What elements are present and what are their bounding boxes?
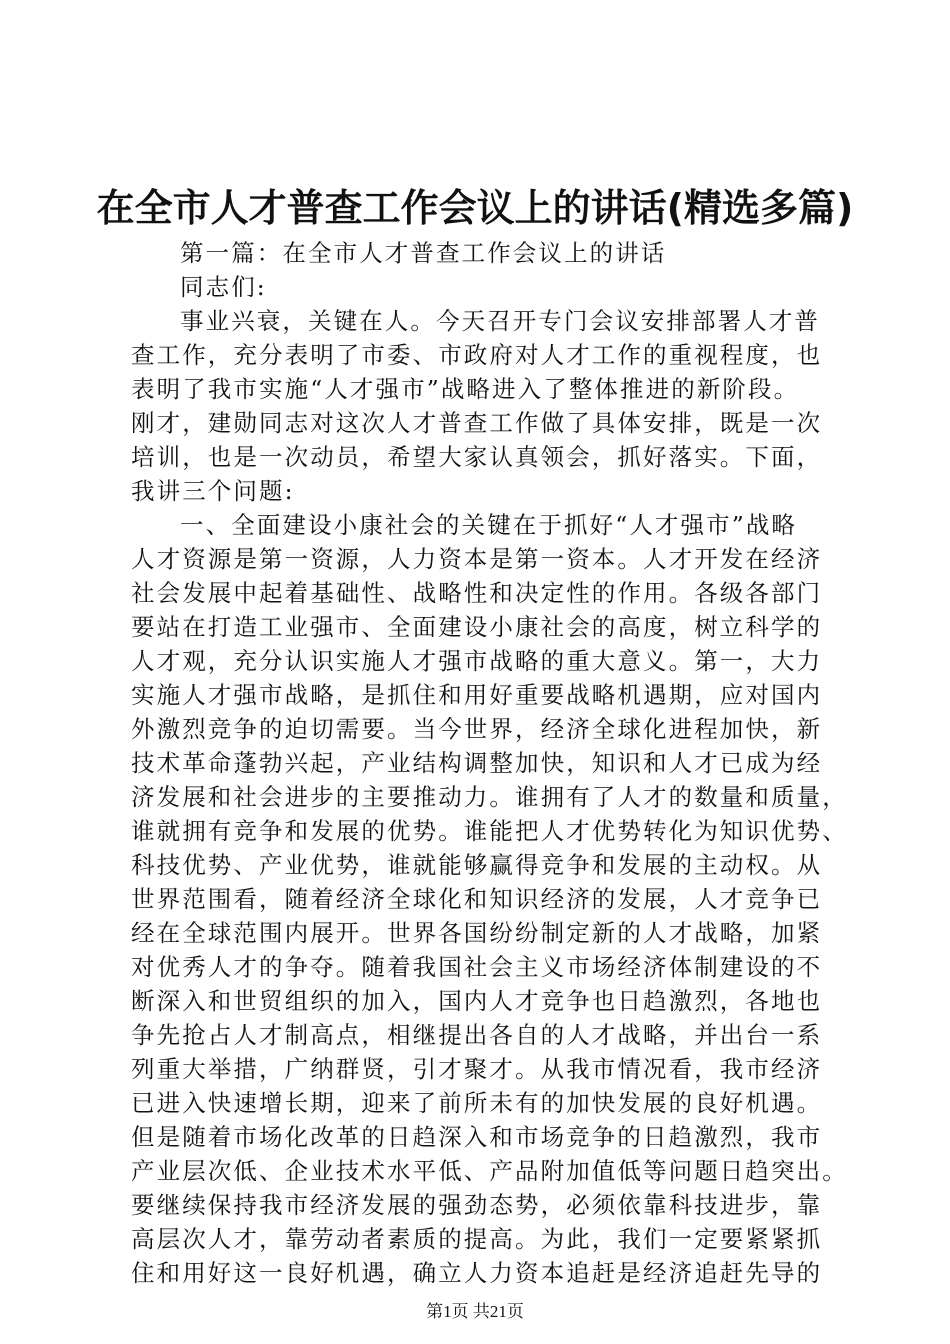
body-line: 产业层次低、企业技术水平低、产品附加值低等问题日趋突出。: [131, 1157, 848, 1185]
body-line: 世界范围看，随着经济全球化和知识经济的发展，人才竞争已: [131, 885, 823, 913]
body-line: 技术革命蓬勃兴起，产业结构调整加快，知识和人才已成为经: [131, 749, 823, 777]
body-line: 事业兴衰，关键在人。今天召开专门会议安排部署人才普: [180, 307, 820, 335]
body-line: 高层次人才，靠劳动者素质的提高。为此，我们一定要紧紧抓: [131, 1225, 823, 1253]
body-line: 住和用好这一良好机遇，确立人力资本追赶是经济追赶先导的: [131, 1259, 823, 1287]
page-footer: 第1页 共21页: [426, 1302, 524, 1321]
body-line: 列重大举措，广纳群贤，引才聚才。从我市情况看，我市经济: [131, 1055, 823, 1083]
body-line: 要站在打造工业强市、全面建设小康社会的高度，树立科学的: [131, 613, 823, 641]
body-line: 断深入和世贸组织的加入，国内人才竞争也日趋激烈，各地也: [131, 987, 823, 1015]
body-line: 争先抢占人才制高点，相继提出各自的人才战略，并出台一系: [131, 1021, 823, 1049]
body-line: 人才观，充分认识实施人才强市战略的重大意义。第一，大力: [131, 647, 823, 675]
body-line: 对优秀人才的争夺。随着我国社会主义市场经济体制建设的不: [131, 953, 823, 981]
body-line: 人才资源是第一资源，人力资本是第一资本。人才开发在经济: [131, 545, 823, 573]
body-line: 外激烈竞争的迫切需要。当今世界，经济全球化进程加快，新: [131, 715, 823, 743]
body-line: 查工作，充分表明了市委、市政府对人才工作的重视程度，也: [131, 341, 823, 369]
salutation-line: 同志们:: [180, 273, 267, 301]
body-line: 表明了我市实施“人才强市”战略进入了整体推进的新阶段。: [131, 375, 800, 403]
body-line: 社会发展中起着基础性、战略性和决定性的作用。各级各部门: [131, 579, 823, 607]
section-heading-line: 一、全面建设小康社会的关键在于抓好“人才强市”战略: [180, 511, 798, 539]
document-title: 在全市人才普查工作会议上的讲话(精选多篇): [96, 186, 854, 230]
body-line: 已进入快速增长期，迎来了前所未有的加快发展的良好机遇。: [131, 1089, 823, 1117]
body-line: 培训，也是一次动员，希望大家认真领会，抓好落实。下面，: [131, 443, 823, 471]
body-line: 经在全球范围内展开。世界各国纷纷制定新的人才战略，加紧: [131, 919, 823, 947]
body-line: 但是随着市场化改革的日趋深入和市场竞争的日趋激烈，我市: [131, 1123, 823, 1151]
body-line: 要继续保持我市经济发展的强劲态势，必须依靠科技进步，靠: [131, 1191, 823, 1219]
body-line: 实施人才强市战略，是抓住和用好重要战略机遇期，应对国内: [131, 681, 823, 709]
body-line: 谁就拥有竞争和发展的优势。谁能把人才优势转化为知识优势、: [131, 817, 848, 845]
subtitle-line: 第一篇：在全市人才普查工作会议上的讲话: [180, 239, 667, 267]
body-line: 济发展和社会进步的主要推动力。谁拥有了人才的数量和质量，: [131, 783, 848, 811]
body-line: 科技优势、产业优势，谁就能够赢得竞争和发展的主动权。从: [131, 851, 823, 879]
body-line: 我讲三个问题:: [131, 477, 295, 505]
body-line: 刚才，建勋同志对这次人才普查工作做了具体安排，既是一次: [131, 409, 823, 437]
